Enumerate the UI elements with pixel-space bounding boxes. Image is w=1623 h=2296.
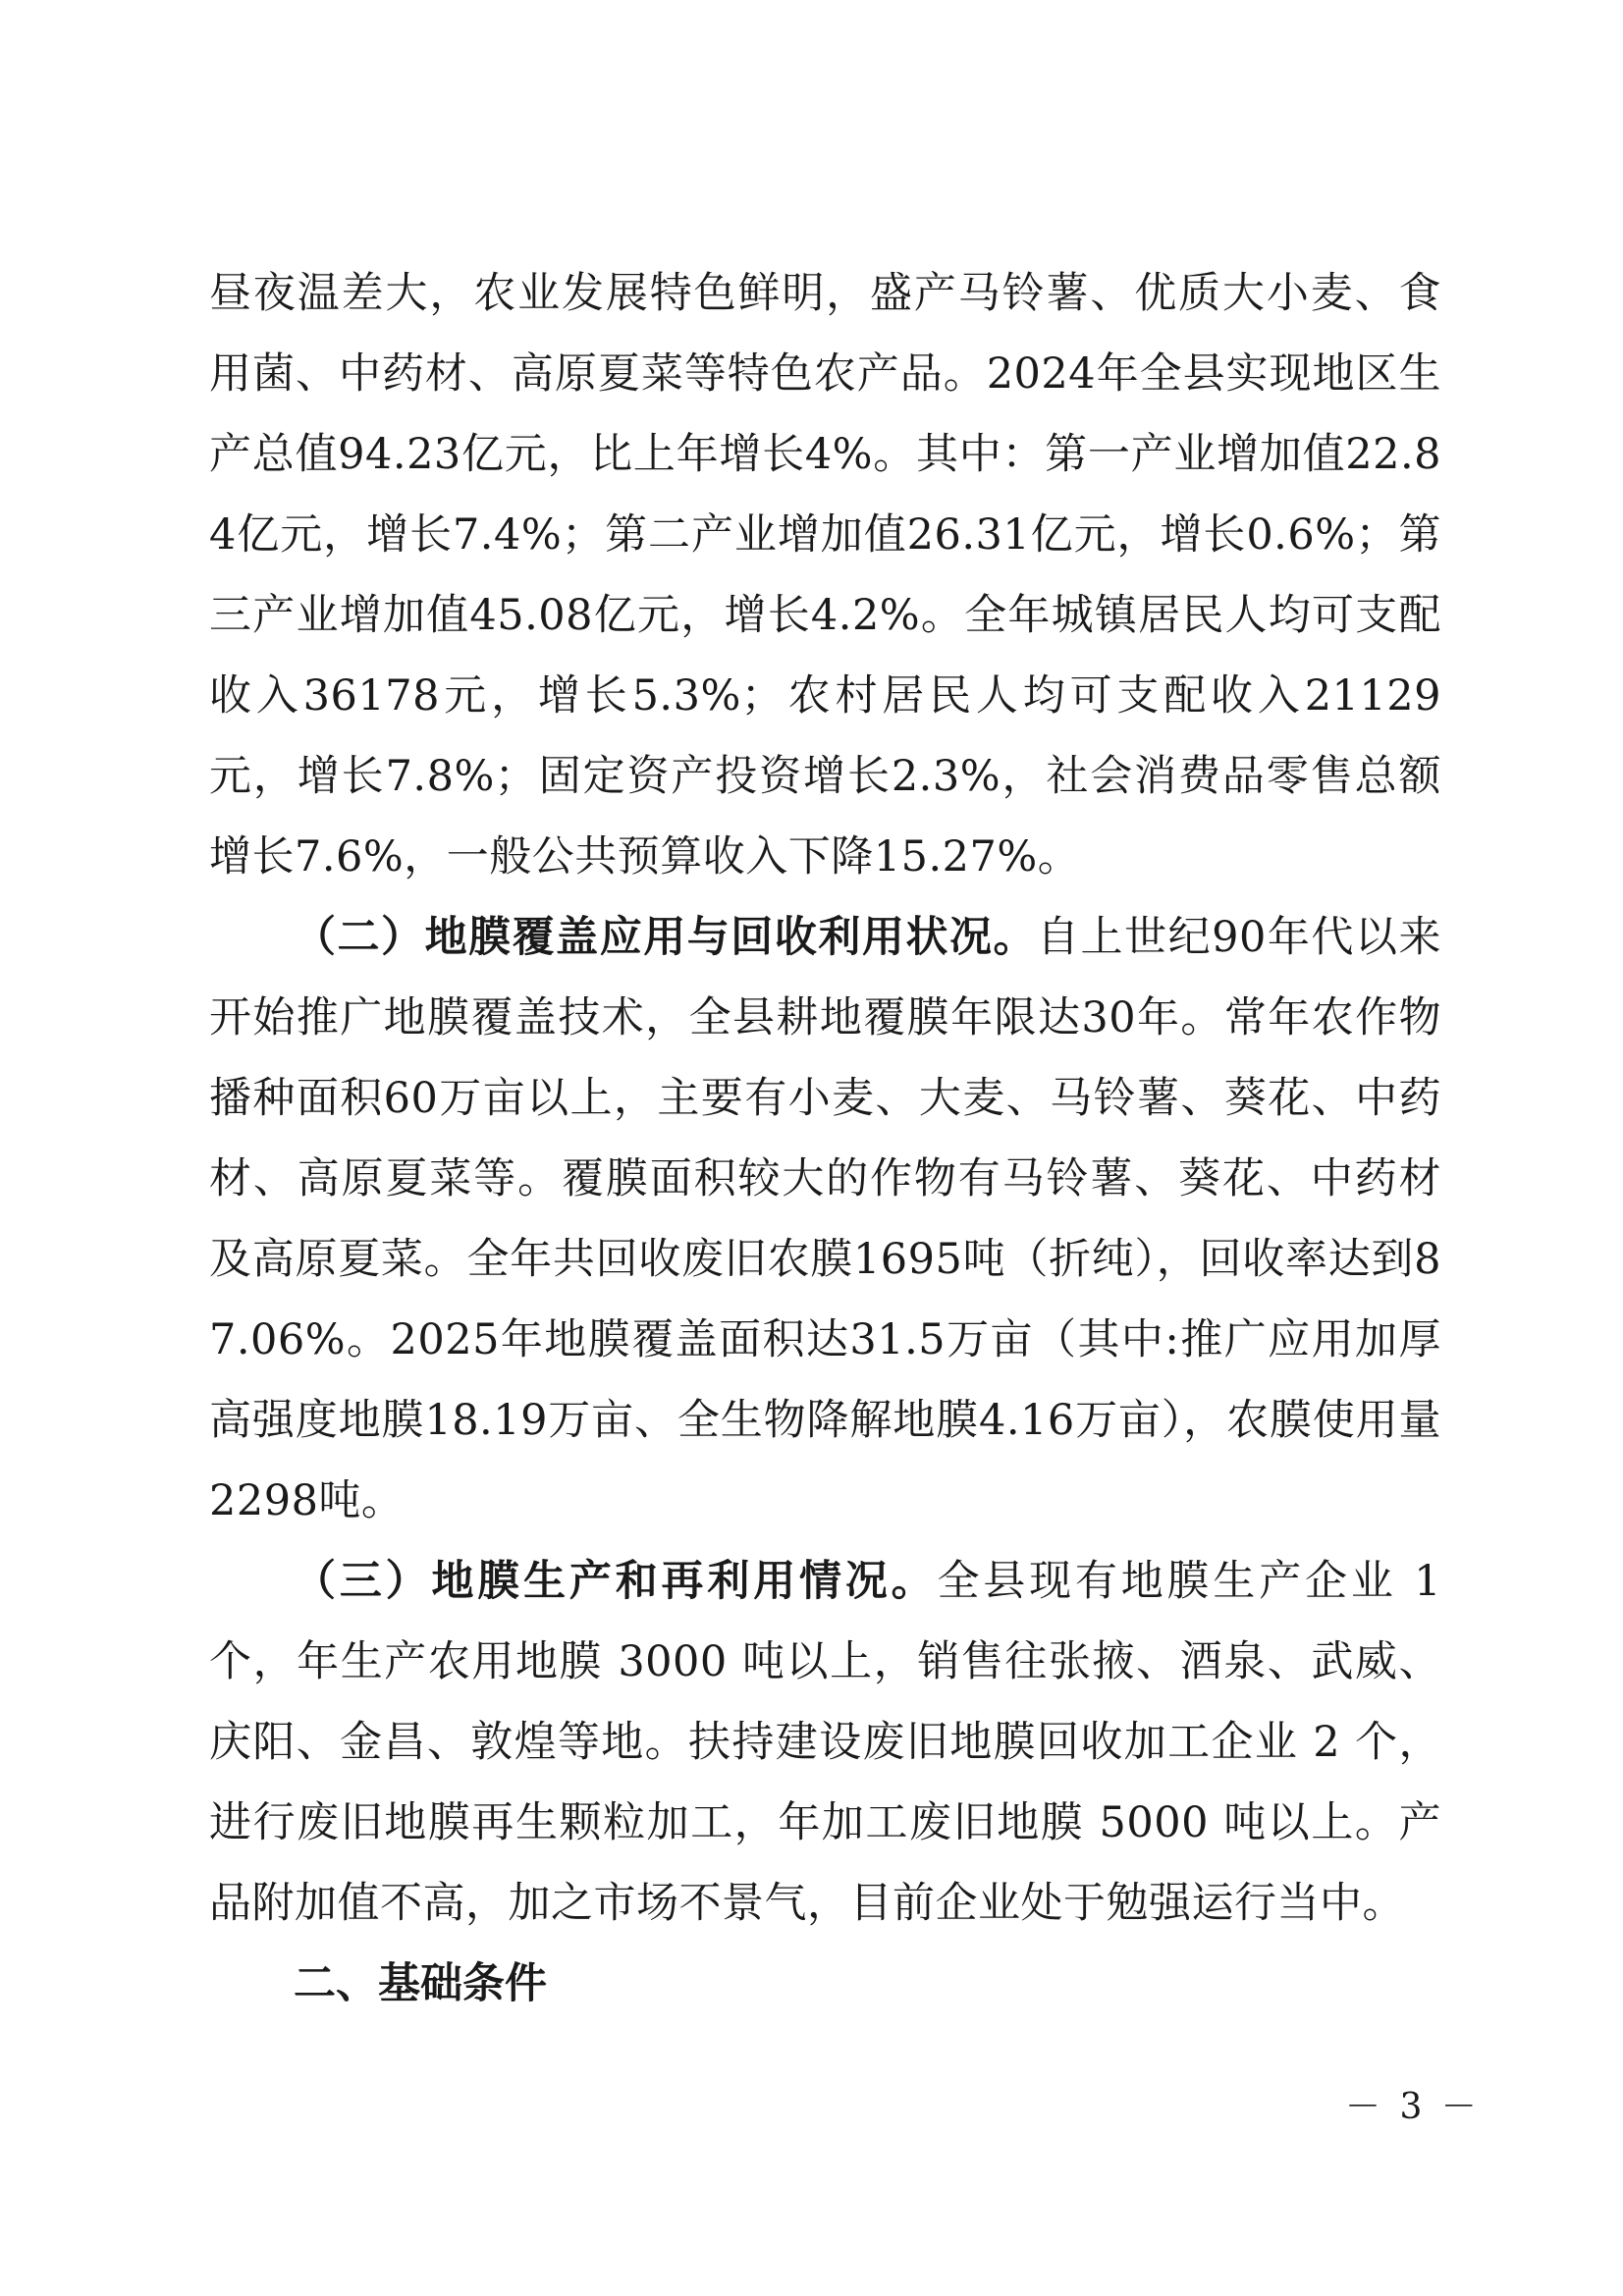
paragraph-lead: （二）地膜覆盖应用与回收利用状况。 (294, 913, 1038, 962)
page-number: － 3 － (1345, 2087, 1481, 2127)
paragraph-economy (209, 253, 1441, 897)
paragraph-lead: （三）地膜生产和再利用情况。 (294, 1557, 938, 1606)
paragraph-mulch-coverage (209, 897, 1441, 1541)
paragraph-text: 全县现有地膜生产企业 1 个，年生产农用地膜 3000 吨以上，销售往张掖、酒泉、武威、庆阳、金昌、敦煌等地。扶持建设废旧地膜回收加工企业 2 个，进行废旧地膜再生颗粒加工，年加工废旧地膜 5000 吨以上。产品附加值不高，加之市场不景气，目前企业处于勉强运行当中。 (209, 1557, 1442, 1928)
paragraph-text: 昼夜温差大，农业发展特色鲜明，盛产马铃薯、优质大小麦、食用菌、中药材、高原夏菜等特色农产品。2024年全县实现地区生产总值94.23亿元，比上年增长4%。其中：第一产业增加值22.84亿元，增长7.4%；第二产业增加值26.31亿元，增长0.6%；第三产业增加值45.08亿元，增长4.2%。全年城镇居民人均可支配收入36178元，增长5.3%；农村居民人均可支配收入21129元，增长7.8%；固定资产投资增长2.3%，社会消费品零售总额增长7.6%，一般公共预算收入下降15.27%。 (209, 269, 1441, 881)
paragraph-text: 自上世纪90年代以来开始推广地膜覆盖技术，全县耕地覆膜年限达30年。常年农作物播种面积60万亩以上，主要有小麦、大麦、马铃薯、葵花、中药材、高原夏菜等。覆膜面积较大的作物有马铃薯、葵花、中药材及高原夏菜。全年共回收废旧农膜1695吨（折纯），回收率达到87.06%。2025年地膜覆盖面积达31.5万亩（其中:推广应用加厚高强度地膜18.19万亩、全生物降解地膜4.16万亩），农膜使用量2298吨。 (209, 913, 1441, 1525)
body-text (209, 253, 1441, 2024)
section-heading: 二、基础条件 (294, 1959, 547, 2008)
paragraph-mulch-production (209, 1541, 1441, 1944)
